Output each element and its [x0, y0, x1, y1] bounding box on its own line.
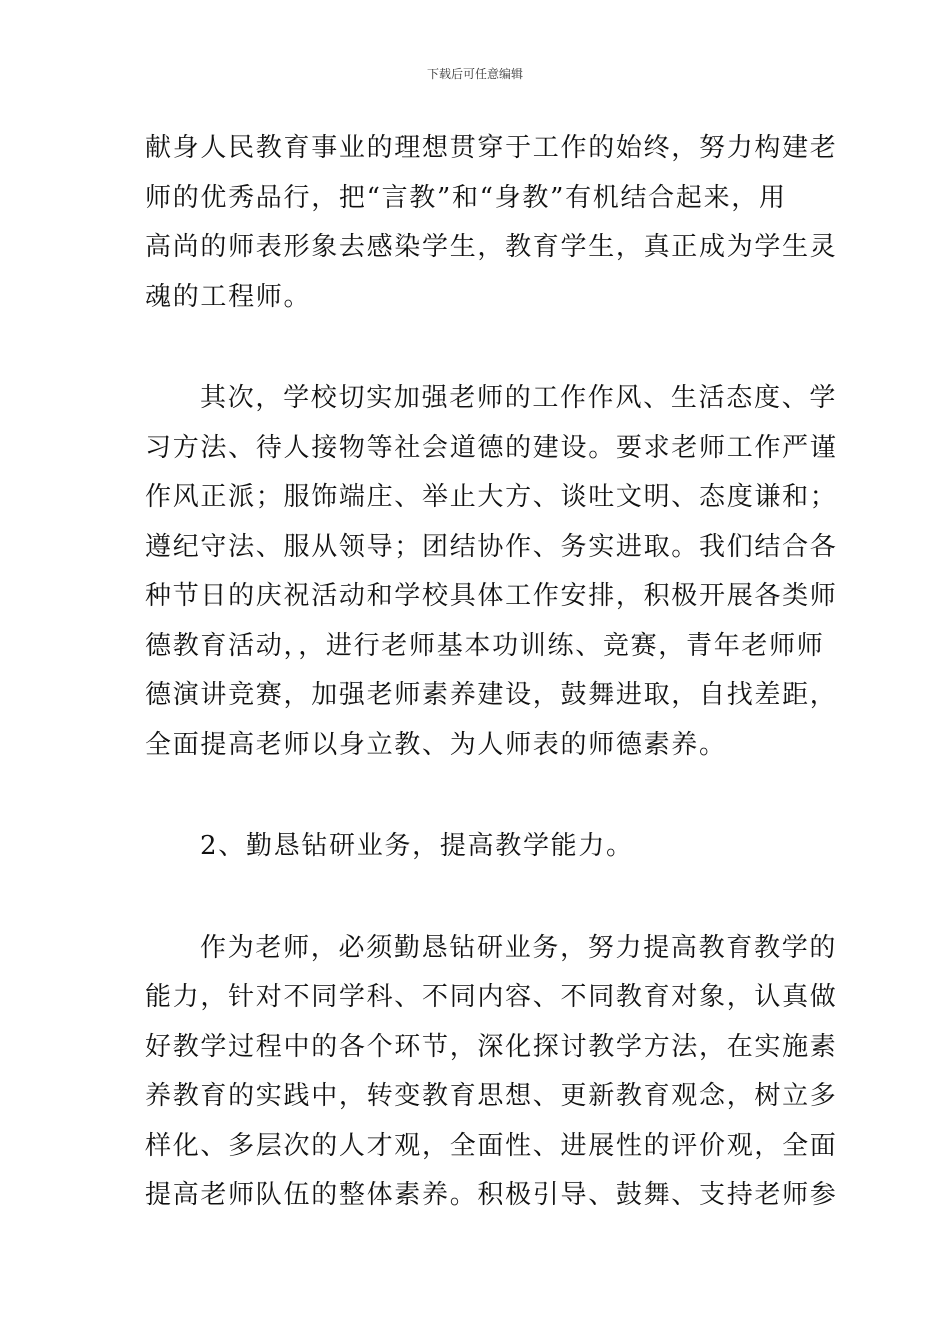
text-line: 能力，针对不同学科、不同内容、不同教育对象，认真做 — [145, 982, 838, 1012]
page-header: 下载后可任意编辑 — [426, 67, 523, 81]
text-line: 德教育活动，，进行老师基本功训练、竞赛，青年老师师 — [145, 630, 825, 661]
text-line: 好教学过程中的各个环节，深化探讨教学方法，在实施素 — [145, 1031, 838, 1062]
text-line: 高尚的师表形象去感染学生，教育学生，真正成为学生灵 — [145, 232, 838, 262]
text-line: 献身人民教育事业的理想贯穿于工作的始终，努力构建老 — [145, 133, 838, 163]
section-heading — [145, 822, 807, 872]
text-line: 样化、多层次的人才观，全面性、进展性的评价观，全面 — [145, 1130, 838, 1161]
text-line: 习方法、待人接物等社会道德的建设。要求老师工作严谨 — [145, 432, 838, 463]
text-line: 种节日的庆祝活动和学校具体工作安排，积极开展各类师 — [145, 581, 838, 611]
text-line: 养教育的实践中，转变教育思想、更新教育观念，树立多 — [145, 1081, 838, 1111]
text-line: 作为老师，必须勤恳钻研业务，努力提高教育教学的 — [200, 932, 838, 963]
text-line: 2、勤恳钻研业务，提高教学能力。 — [200, 831, 634, 861]
text-line: 其次，学校切实加强老师的工作作风、生活态度、学 — [200, 383, 838, 413]
paragraph-spacer — [145, 322, 807, 374]
paragraph-2 — [145, 374, 838, 770]
paragraph-1 — [145, 124, 838, 322]
text-line: 作风正派；服饰端庄、举止大方、谈吐文明、态度谦和； — [145, 482, 838, 512]
paragraph-3 — [145, 924, 838, 1221]
text-line: 师的优秀品行，把“言教”和“身教”有机结合起来，用 — [145, 182, 787, 213]
text-line: 德演讲竞赛，加强老师素养建设，鼓舞进取，自找差距， — [145, 680, 838, 710]
text-line: 魂的工程师。 — [145, 281, 312, 312]
paragraph-spacer — [145, 872, 807, 924]
document-body — [145, 124, 838, 1221]
text-line: 遵纪守法、服从领导；团结协作、务实进取。我们结合各 — [145, 531, 838, 562]
text-line: 提高老师队伍的整体素养。积极引导、鼓舞、支持老师参 — [145, 1180, 838, 1210]
paragraph-spacer — [145, 770, 807, 822]
text-line: 全面提高老师以身立教、为人师表的师德素养。 — [145, 729, 727, 760]
